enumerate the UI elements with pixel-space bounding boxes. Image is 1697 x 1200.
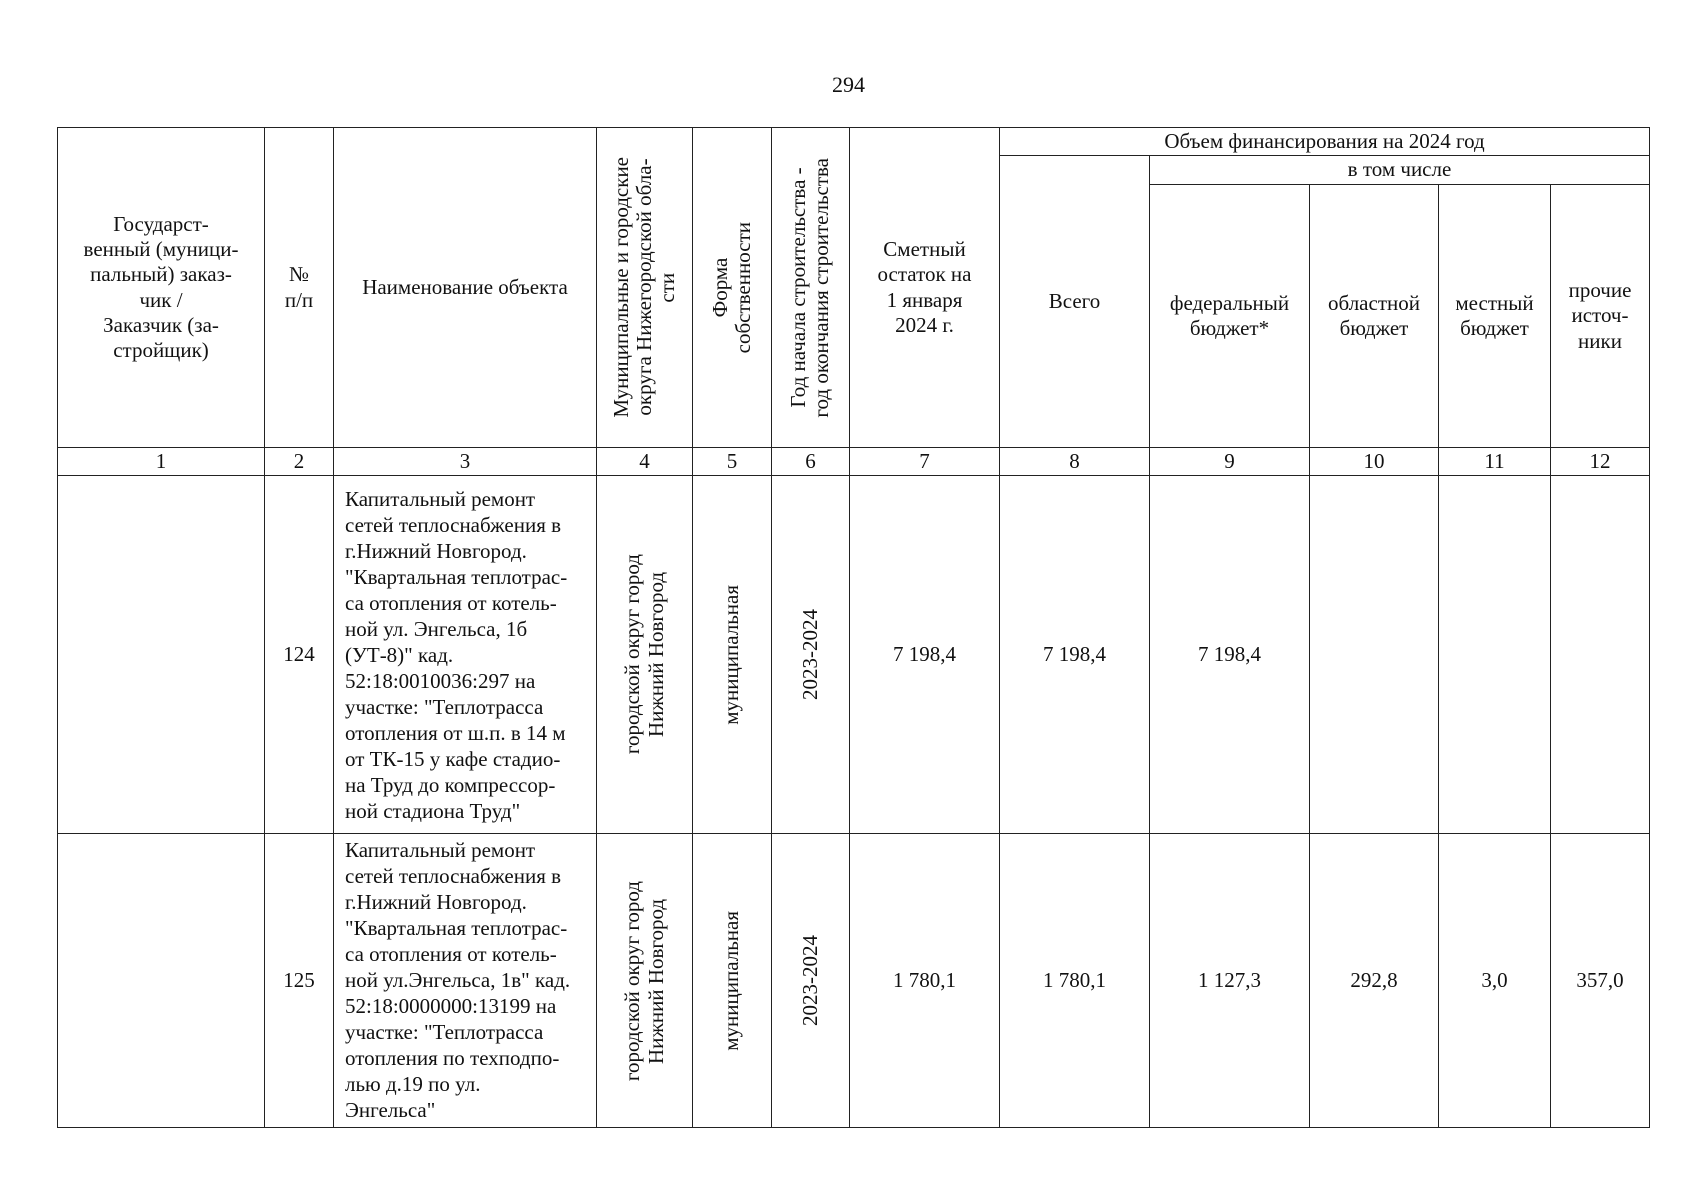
header-years: Год начала строительства - год окончания строительства (772, 128, 850, 448)
header-including: в том числе (1150, 156, 1650, 185)
cell-number: 124 (265, 476, 334, 834)
cell-object-name: Капитальный ремонт сетей теплоснабжения в г.Нижний Новгород. "Квартальная теплотрас- са отопления от котель- ной ул.Энгельса, 1в" кад. 52:18:0000000:13199 на участке: "Теплотрасса отопления по техподпо- лью д.19 по ул. Энгельса" (334, 834, 597, 1128)
cell-municipality: городской округ город Нижний Новгород (597, 834, 693, 1128)
header-local-budget: местный бюджет (1439, 185, 1551, 448)
cell-estimate-balance: 7 198,4 (850, 476, 1000, 834)
column-number: 12 (1551, 448, 1650, 476)
cell-years: 2023-2024 (772, 834, 850, 1128)
column-number: 10 (1310, 448, 1439, 476)
column-number: 4 (597, 448, 693, 476)
header-municipality: Муниципальные и городские округа Нижегородской обла- сти (597, 128, 693, 448)
cell-federal: 7 198,4 (1150, 476, 1310, 834)
column-number: 7 (850, 448, 1000, 476)
header-federal-budget: федеральный бюджет* (1150, 185, 1310, 448)
cell-number: 125 (265, 834, 334, 1128)
header-total: Всего (1000, 156, 1150, 448)
cell-local (1439, 476, 1551, 834)
header-customer: Государст- венный (муници- пальный) заказ- чик / Заказчик (за- стройщик) (58, 128, 265, 448)
column-number: 8 (1000, 448, 1150, 476)
cell-customer (58, 476, 265, 834)
table-row (58, 476, 1650, 834)
header-object-name: Наименование объекта (334, 128, 597, 448)
column-number: 3 (334, 448, 597, 476)
cell-object-name: Капитальный ремонт сетей теплоснабжения в г.Нижний Новгород. "Квартальная теплотрас- са отопления от котель- ной ул. Энгельса, 1б (УТ-8)" кад. 52:18:0010036:297 на участке: "Теплотрасса отопления от ш.п. в 14 м от ТК-15 у кафе стадио- на Труд до компрессор- ной стадиона Труд" (334, 476, 597, 834)
column-number: 11 (1439, 448, 1551, 476)
cell-regional (1310, 476, 1439, 834)
cell-regional: 292,8 (1310, 834, 1439, 1128)
cell-ownership: муниципальная (693, 834, 772, 1128)
column-number: 1 (58, 448, 265, 476)
header-number: № п/п (265, 128, 334, 448)
header-ownership: Форма собственности (693, 128, 772, 448)
cell-local: 3,0 (1439, 834, 1551, 1128)
page-number: 294 (832, 72, 865, 97)
header-estimate-balance: Сметный остаток на 1 января 2024 г. (850, 128, 1000, 448)
cell-customer (58, 834, 265, 1128)
header-regional-budget: областной бюджет (1310, 185, 1439, 448)
cell-total: 7 198,4 (1000, 476, 1150, 834)
cell-total: 1 780,1 (1000, 834, 1150, 1128)
column-number-row (58, 448, 1650, 476)
cell-estimate-balance: 1 780,1 (850, 834, 1000, 1128)
column-number: 2 (265, 448, 334, 476)
cell-federal: 1 127,3 (1150, 834, 1310, 1128)
construction-funding-table (57, 127, 1650, 1128)
header-other-sources: прочие источ- ники (1551, 185, 1650, 448)
cell-ownership: муниципальная (693, 476, 772, 834)
header-funding-volume: Объем финансирования на 2024 год (1000, 128, 1650, 156)
column-number: 6 (772, 448, 850, 476)
column-number: 9 (1150, 448, 1310, 476)
cell-other: 357,0 (1551, 834, 1650, 1128)
cell-other (1551, 476, 1650, 834)
cell-municipality: городской округ город Нижний Новгород (597, 476, 693, 834)
table-row (58, 834, 1650, 1128)
column-number: 5 (693, 448, 772, 476)
cell-years: 2023-2024 (772, 476, 850, 834)
